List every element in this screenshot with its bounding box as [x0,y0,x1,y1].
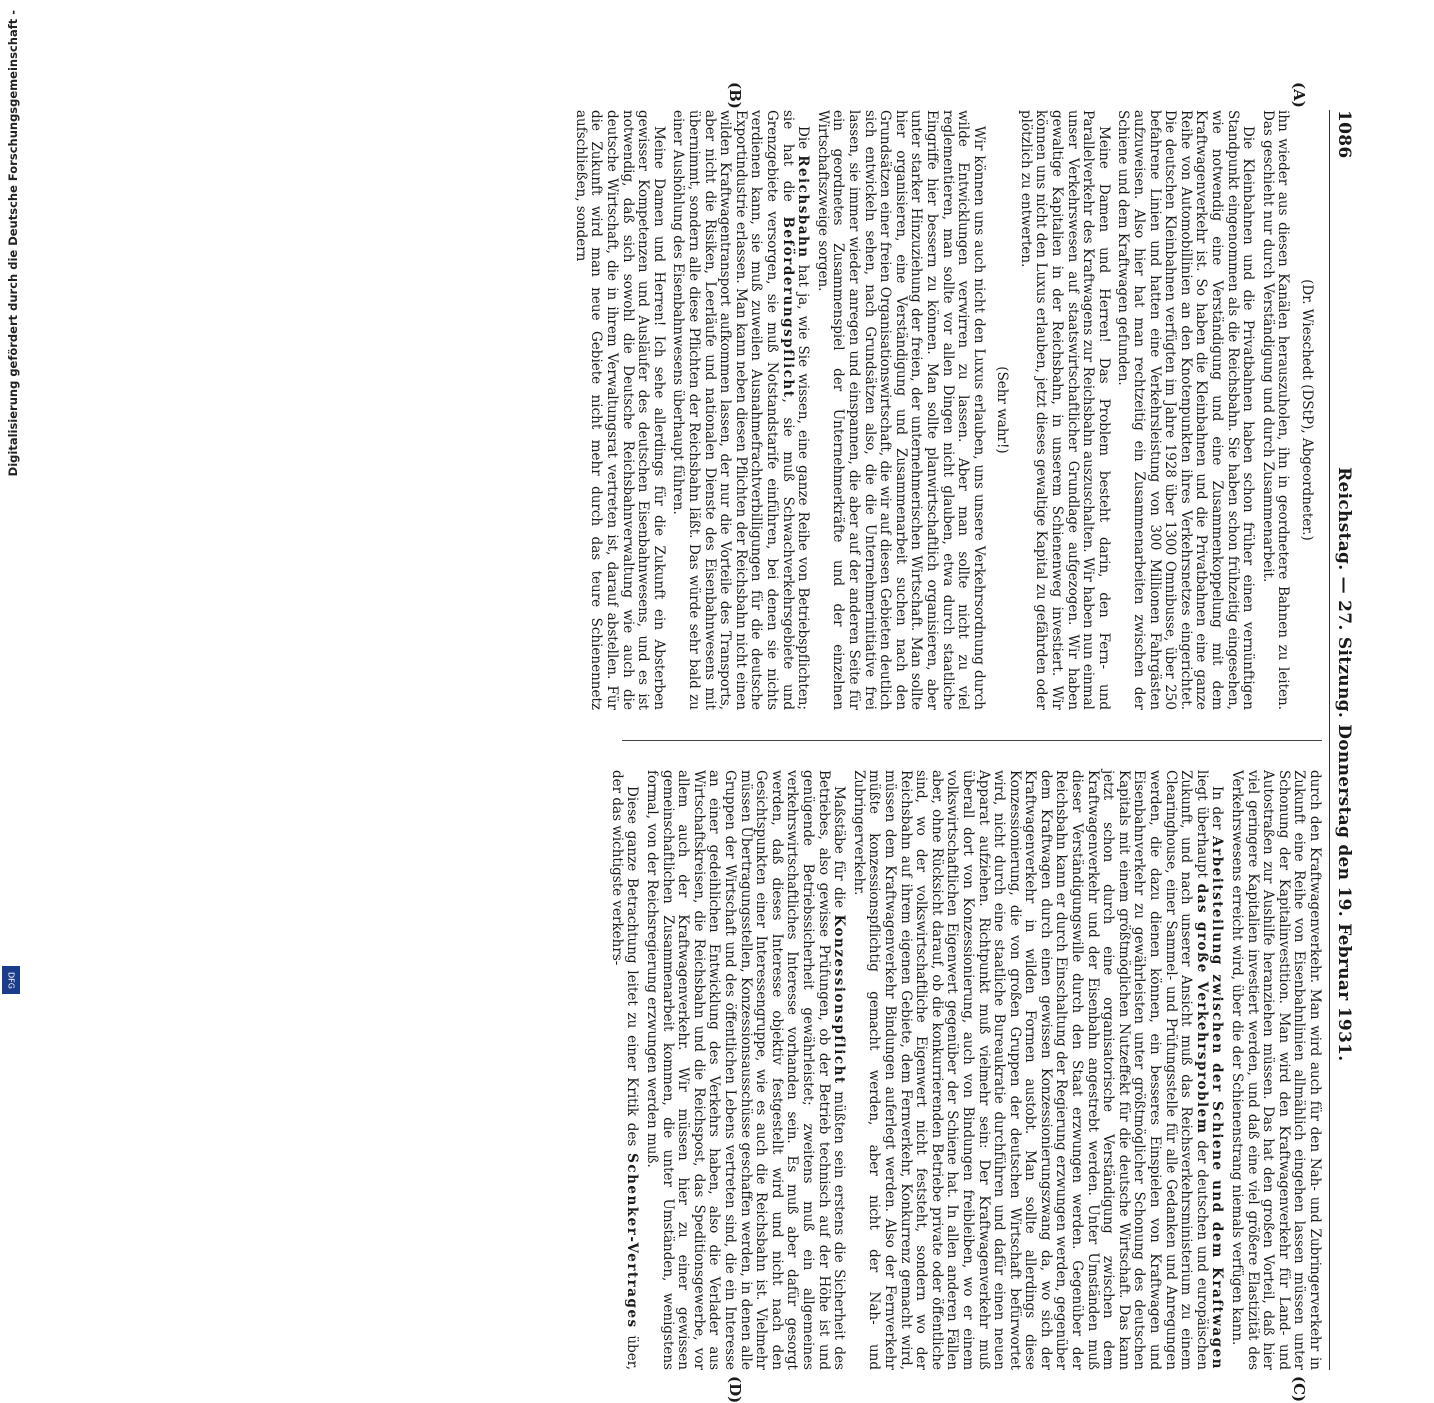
page-title: Reichstag. — 27. Sitzung. Donnerstag den 19. Februar 1931. [1334,467,1354,1062]
emphasis-text: das große Verkehrsproblem [1193,883,1210,1135]
emphasis-text: Arbeitsteilung zwischen der Schiene und dem Kraftwagen [1209,836,1226,1370]
text-run: hat ja, wie Sie wissen, eine ganze Reihe von Betriebspflichten; sie hat die [779,110,812,710]
text-run: Maßstäbe für die [831,786,848,909]
emphasis-text: Reichsbahn [795,155,812,259]
text-run: über, der das wichtigste verkehrs- [608,770,641,1370]
header-rule [1329,110,1330,1370]
speaker-line: (Dr. Wieschedt (DStP), Abgeordneter.) [1299,279,1315,541]
paragraph [643,770,846,1370]
paragraph: durch den Kraftwagenverkehr. Man wird auch für den Nah- und Zubringerverkehr in Zukunft eine Reihe von Eisenbahnlinien allmählich eingehen lassen müssen unter Schonung der Kapitalinvestition. Man wird den Kraftwagenverkehr für Land- und Autostraßen zur Aushilfe heranziehen müssen. Das hat den großen Vorteil, daß hier viel geringere Kapitalien investiert werden, und daß eine viel größere Elastizität des Verkehrswesens erreicht wird, über die der Schienenstrang niemals verfügen kann. [1229,770,1323,1370]
dfg-logo-icon: DFG [2,966,20,994]
text-run: In der [1209,786,1226,830]
paragraph: ihn wieder aus diesen Kanälen herauszuholen, ihn in geordnetere Bahnen zu leiten. Das geschieht nur durch Verständigung und durch Zusammenarbeit. [1259,110,1292,710]
margin-mark-c: (C) [1290,1376,1308,1403]
right-column [604,770,1322,1370]
paragraph: Meine Damen und Herren! Das Problem besteht darin, den Fern- und Parallelverkehr des Kraftwagens zur Reichsbahn auszuschalten. Wir haben nun einmal unser Verkehrswesen auf staatswirtschaftlicher Grundlage aufgezogen. Wir haben gewaltige Kapitalien in der Reichsbahn, in unserem Schienenweg investiert. Wir können uns nicht den Luxus erlauben, jetzt dieses gewaltige Kapital zu gefährden oder plötzlich zu entwerten. [1017,110,1112,710]
paragraph [608,770,639,1370]
text-run: müßten sein erstens die Sicherheit des Betriebes, also gewisse Prüfungen, ob der Betrieb technisch auf der Höhe ist und genügende Betriebssicherheit gewährleistet; zweitens muß ein allgemeines verkehrswirtschaftliches Interesse vorhanden sein. Es muß aber dafür gesorgt werden, daß dieses Interesse objektiv festgestellt wird und nicht nach den Gesichtspunkten einer Interessengruppe, wie es auch die Reichsbahn ist. Vielmehr müssen Übertragungsstellen, Konzessionsausschüsse geschaffen werden, in denen alle Gruppen der Wirtschaft und des öffentlichen Lebens vertreten sind, die ein Interesse an einer gedeihlichen Entwicklung des Verkehrs haben, also die Verlader aus Wirtschaftskreisen, die Reichsbahn und die Reichspost, das Speditionsgewerbe, vor allem auch der Kraftwagenverkehr. Wir müssen hier zu einer gewissen gemeinschaftlichen Zusammenarbeit kommen, die unter Umständen, wenigstens formal, von der Reichsregierung erzwungen werden muß. [644,770,848,1370]
digitization-footer [6,0,26,1000]
paragraph [670,110,810,710]
text-run: Diese ganze Betrachtung leitet zu einer Kritik des [624,786,641,1147]
margin-mark-d: (D) [726,1376,744,1403]
page-number: 1086 [1334,110,1354,159]
page-header [1332,110,1356,1370]
margin-mark-a: (A) [1290,82,1308,108]
text-run: liegt überhaupt [1193,770,1210,878]
paragraph: Die Kleinbahnen und die Privatbahnen haben schon früher einen vernünftigen Standpunkt eingenommen als die Reichsbahn. Sie haben schon frühzeitig eingesehen, wie notwendig eine Verständigung und eine Zusammenkoppelung mit dem Kraftwagenverkehr ist. So haben die Kleinbahnen und die Privatbahnen eine ganze Reihe von Automobillinien an den Knotenpunkten ihres Verkehrsnetzes eingerichtet. Die deutschen Kleinbahnen verfügten im Jahre 1928 über 1300 Omnibusse, über 250 befahrene Linien und hatten eine Verkehrsleistung von 300 Millionen Fahrgästen aufzuweisen. Also hier hat man rechtzeitig ein Zusammenarbeiten zwischen der Schiene und dem Kraftwagen gefunden. [1115,110,1257,710]
text-run: Die [795,126,812,150]
paragraph: Wir können uns auch nicht den Luxus erlauben, uns unsere Verkehrsordnung durch wilde Entwicklungen verwirren zu lassen. Aber man sollte nicht zu viel reglementieren, man sollte vor allen Dingen nicht glauben, etwa durch staatliche Eingriffe hier bessern zu können. Man sollte planwirtschaftlich organisieren, aber unter starker Hinzuziehung der freien, der unternehmerischen Wirtschaft. Man sollte hier organisieren, eine Verständigung und Zusammenarbeit suchen nach den Grundsätzen einer freien Organisationswirtschaft, die wir auf diesen Gebieten deutlich sich entwickeln sehen, nach Grundsätzen also, die die Unternehmerinitiative frei lassen, sie immer wieder anregen und einspannen, die aber auf der anderen Seite für ein geordnetes Zusammenspiel der Unternehmerkräfte und der einzelnen Wirtschaftszweige sorgen. [814,110,987,710]
applause-note: (Sehr wahr!) [994,366,1011,454]
emphasis-text: Schenker-Vertrages [624,1153,641,1329]
left-column [568,110,1322,710]
emphasis-text: Konzessionspflicht [831,914,848,1085]
emphasis-text: Beförderungspflicht [779,216,796,399]
text-run: , sie muß Schwachverkehrsgebiete und Grenzgebiete versorgen, sie muß Notstandstarife einführen, bei denen sie nichts verdienen kann, sie muß zuweilen Ausnahmefrachtverbilligungen für die deutsche Exportindustrie erlassen. Man kann neben diesen Pflichten der Reichsbahn nicht einen wilden Kraftwagentransport aufkommen lassen, der nur die Vorteile des Transports, aber nicht die Risiken, Leerläufe und nationalen Dienste des Eisenbahnwesens mit übernimmt, sondern alle diese Pflichten der Reichsbahn läßt. Das würde sehr bald zu einer Aushöhlung des Eisenbahnwesens überhaupt führen. [670,110,796,710]
text-run: der deutschen und europäischen Zukunft, und nach unserer Ansicht muß das Reichsverkehrsministerium zu einem Clearinghouse, einer Sammel- und Prüfungsstelle für alle Gedanken und Anregungen werden, die dazu dienen können, ein besseres Einspielen von Kraftwagen und Eisenbahnverkehr zu gewährleisten unter größtmöglicher Schonung des deutschen Kapitals mit einem größtmöglichen Nutzeffekt für die deutsche Wirtschaft. Das kann jetzt schon durch eine organisatorische Verständigung zwischen dem Kraftwagenverkehr und der Eisenbahn angestrebt werden. Unter Umständen muß dieser Verständigungswille durch den Staat erzwungen werden. Gegenüber der Reichsbahn kann er durch Einschaltung der Regierung erzwungen werden, gegenüber dem Kraftwagen durch einen gewissen Konzessionierungszwang da, wo sich der Kraftwagenverkehr in wilden Formen austobt. Man sollte allerdings diese Konzessionierung, die von großen Gruppen der deutschen Wirtschaft befürwortet wird, nicht durch eine staatliche Bureaukratie durchführen und dafür einen neuen Apparat aufziehen. Richtpunkt muß vielmehr sein: Der Kraftwagenverkehr muß überall dort von Konzessionierung, auch von Bindungen freibleiben, wo er einem volkswirtschaftlichen Eigenwert gegenüber der Schiene hat. In allen anderen Fällen aber, ohne Rücksicht darauf, ob die konkurrierenden Betriebe private oder öffentliche sind, wo der volkswirtschaftliche Eigenwert nicht feststeht, sondern wo der Reichsbahn auf ihrem eigenen Gebiete, dem Fernverkehr, Konkurrenz gemacht wird, müssen dem Kraftwagenverkehr Bindungen auferlegt werden. Also der Fernverkehr müßte konzessionspflichtig gemacht werden, aber nicht der Nah- und Zubringerverkehr. [850,770,1210,1370]
margin-mark-b: (B) [726,82,744,109]
paragraph [850,770,1224,1370]
footer-credit: Digitalisierung gefördert durch die Deutsche Forschungsgemeinschaft - [6,10,20,477]
paragraph: Meine Damen und Herren! Ich sehe allerdings für die Zukunft ein Absterben gewisser Kompetenzen und Ausläufer des deutschen Eisenbahnwesens, und es ist notwendig, daß sich sowohl die Deutsche Reichsbahnverwaltung wie auch die deutsche Wirtschaft, die in ihrem Verwaltungsrat vertreten ist, darauf abstellen. Für die Zukunft wird man neue Gebiete nicht mehr durch das teure Schienennetz aufschließen, sondern [572,110,667,710]
column-divider [622,740,1322,741]
